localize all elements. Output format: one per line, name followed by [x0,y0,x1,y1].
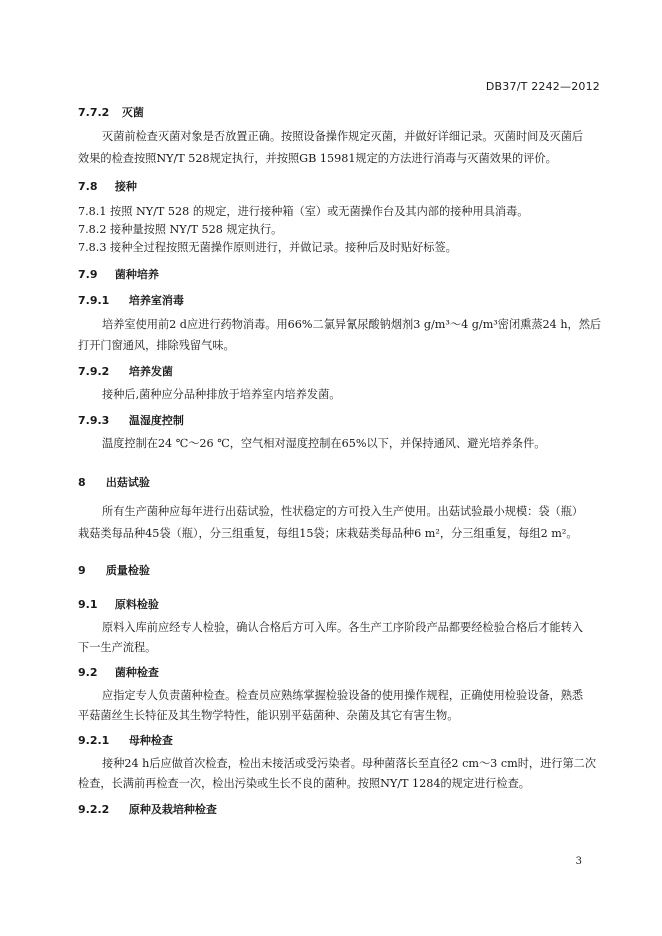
clause-7-8-3: 7.8.3 接种全过程按照无菌操作原则进行，并做记录。接种后及时贴好标签。 [78,241,457,254]
heading-number: 9 [78,564,86,577]
heading-number: 7.9.1 [78,294,110,307]
paragraph-line: 接种24 h后应做首次检查，检出未接活或受污染者。母种菌落长至直径2 cm～3 cm时，进行第二次 [102,757,597,770]
heading-number: 7.9.2 [78,365,110,378]
heading-7-9 [78,266,159,282]
paragraph-line: 栽菇类每品种45袋（瓶），分三组重复，每组15袋；床栽菇类每品种6 m²，分三组重复，每组2 m²。 [78,527,578,540]
heading-title: 菌种培养 [114,268,159,281]
heading-number: 9.2.2 [78,803,110,816]
paragraph-line: 原料入库前应经专人检验，确认合格后方可入库。各生产工序阶段产品都要经检验合格后才能转入 [102,621,584,634]
heading-title: 灭菌 [121,106,144,119]
heading-number: 8 [78,476,86,489]
heading-number: 9.2 [78,666,98,679]
paragraph-line: 平菇菌丝生长特征及其生物学特性，能识别平菇菌种、杂菌及其它有害生物。 [78,709,459,722]
paragraph-line: 打开门窗通风，排除残留气味。 [78,339,235,352]
paragraph-line: 应指定专人负责菌种检查。检查员应熟练掌握检验设备的使用操作规程，正确使用检验设备，熟悉 [102,689,584,702]
heading-number: 7.7.2 [78,106,110,119]
heading-title: 培养室消毒 [128,294,184,307]
heading-9-2-1 [78,732,173,748]
heading-7-7-2 [78,104,144,120]
heading-7-9-2 [78,363,173,379]
heading-8 [78,474,150,490]
heading-9-1 [78,596,159,612]
standard-code-header: DB37/T 2242—2012 [485,80,600,93]
heading-number: 9.2.1 [78,734,110,747]
heading-number: 7.9 [78,268,98,281]
heading-title: 温湿度控制 [128,414,184,427]
paragraph-line: 灭菌前检查灭菌对象是否放置正确。按照设备操作规定灭菌，并做好详细记录。灭菌时间及灭菌后 [102,130,584,143]
heading-title: 母种检查 [128,734,173,747]
heading-title: 原种及栽培种检查 [128,803,217,816]
clause-7-8-2: 7.8.2 接种量按照 NY/T 528 规定执行。 [78,223,283,236]
heading-title: 原料检验 [114,598,159,611]
heading-title: 培养发菌 [128,365,173,378]
page-number: 3 [575,856,582,867]
heading-7-9-1 [78,292,184,308]
paragraph-line: 培养室使用前2 d应进行药物消毒。用66%二氯异氰尿酸钠烟剂3 g/m³～4 g/m³密闭熏蒸24 h，然后 [102,318,602,331]
heading-number: 9.1 [78,598,98,611]
paragraph-line: 效果的检查按照NY/T 528规定执行，并按照GB 15981规定的方法进行消毒与灭菌效果的评价。 [78,152,557,165]
paragraph-line: 检查，长满前再检查一次，检出污染或生长不良的菌种。按照NY/T 1284的规定进行检查。 [78,777,530,790]
clause-7-8-1: 7.8.1 按照 NY/T 528 的规定，进行接种箱（室）或无菌操作台及其内部的接种用具消毒。 [78,205,529,218]
paragraph-line: 温度控制在24 ℃～26 ℃，空气相对湿度控制在65%以下，并保持通风、避光培养条件。 [102,437,546,450]
heading-title: 出菇试验 [105,476,150,489]
heading-7-8 [78,178,137,194]
heading-title: 菌种检查 [114,666,159,679]
paragraph-line: 所有生产菌种应每年进行出菇试验，性状稳定的方可投入生产使用。出菇试验最小规模：袋（瓶） [102,505,584,518]
heading-number: 7.9.3 [78,414,110,427]
heading-9-2-2 [78,801,217,817]
heading-title: 质量检验 [105,564,150,577]
paragraph-line: 下一生产流程。 [78,641,157,654]
heading-7-9-3 [78,412,184,428]
heading-9-2 [78,664,159,680]
heading-title: 接种 [114,180,137,193]
paragraph-line: 接种后,菌种应分品种排放于培养室内培养发菌。 [102,388,341,401]
heading-number: 7.8 [78,180,98,193]
heading-9 [78,562,150,578]
